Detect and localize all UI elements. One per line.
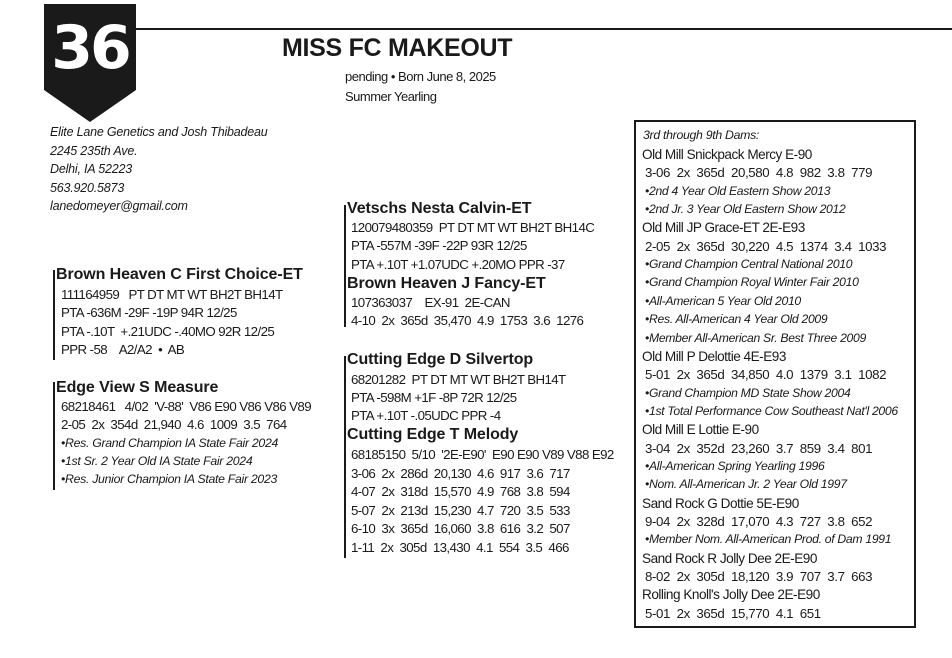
ancestor-dam-award: •Member Nom. All-American Prod. of Dam 1991 bbox=[645, 532, 892, 547]
ancestor-dam-record: 9-04 2x 328d 17,070 4.3 727 3.8 652 bbox=[645, 514, 873, 529]
dams-dam-line: 3-06 2x 286d 20,130 4.6 917 3.6 717 bbox=[351, 466, 570, 481]
header-rule bbox=[130, 28, 952, 30]
ancestor-dam-name: Rolling Knoll's Jolly Dee 2E-E90 bbox=[642, 587, 820, 603]
sire-line: PTA -636M -29F -19P 94R 12/25 bbox=[61, 305, 237, 320]
ancestor-dam-record: 3-06 2x 365d 20,580 4.8 982 3.8 779 bbox=[645, 165, 873, 181]
ancestor-dam-name: Old Mill E Lottie E-90 bbox=[642, 422, 759, 438]
dams-sire-line: PTA -598M +1F -8P 72R 12/25 bbox=[351, 390, 517, 405]
ancestor-dam-award: •Member All-American Sr. Best Three 2009 bbox=[645, 330, 866, 345]
ancestor-dam-record: 5-01 2x 365d 34,850 4.0 1379 3.1 1082 bbox=[645, 367, 887, 383]
sire-name: Brown Heaven C First Choice-ET bbox=[56, 266, 303, 283]
ancestor-dam-name: Sand Rock G Dottie 5E-E90 bbox=[642, 495, 799, 511]
pedigree-bracket bbox=[344, 356, 346, 558]
sires-sire-line: PTA +.10T +1.07UDC +.20MO PPR -37 bbox=[351, 257, 565, 272]
dams-dam-line: 5-07 2x 213d 15,230 4.7 720 3.5 533 bbox=[351, 503, 570, 518]
ancestor-dam-name: Sand Rock R Jolly Dee 2E-E90 bbox=[642, 550, 817, 566]
ancestor-dam-award: •1st Total Performance Cow Southeast Nat'l 2006 bbox=[645, 403, 898, 418]
dam-award: •1st Sr. 2 Year Old IA State Fair 2024 bbox=[61, 454, 253, 468]
ancestor-dam-award: •Grand Champion Central National 2010 bbox=[645, 257, 853, 272]
dams-dam-name: Cutting Edge T Melody bbox=[347, 426, 519, 443]
ancestor-dam-award: •All-American Spring Yearling 1996 bbox=[645, 458, 825, 473]
dams-dam-line: 6-10 3x 365d 16,060 3.8 616 3.2 507 bbox=[351, 521, 570, 536]
ancestor-dam-award: •Res. All-American 4 Year Old 2009 bbox=[645, 312, 828, 327]
sire-line: PTA -.10T +.21UDC -.40MO 92R 12/25 bbox=[61, 324, 275, 339]
pedigree-bracket bbox=[53, 270, 55, 360]
animal-name: MISS FC MAKEOUT bbox=[282, 34, 513, 62]
owner-phone: 563.920.5873 bbox=[50, 181, 125, 195]
animal-registration-birthdate: pending • Born June 8, 2025 bbox=[345, 69, 496, 84]
sires-sire-name: Vetschs Nesta Calvin-ET bbox=[347, 200, 532, 217]
animal-class: Summer Yearling bbox=[345, 89, 437, 104]
sires-dam-name: Brown Heaven J Fancy-ET bbox=[347, 275, 546, 292]
ancestor-dam-name: Old Mill Snickpack Mercy E-90 bbox=[642, 147, 812, 162]
ancestor-dam-award: •2nd Jr. 3 Year Old Eastern Show 2012 bbox=[645, 202, 846, 217]
owner-city: Delhi, IA 52223 bbox=[50, 162, 133, 176]
pedigree-bracket bbox=[53, 382, 55, 490]
ancestor-dam-award: •All-American 5 Year Old 2010 bbox=[645, 293, 801, 308]
sire-line: 111164959 PT DT MT WT BH2T BH14T bbox=[61, 287, 283, 302]
owner-street: 2245 235th Ave. bbox=[50, 144, 138, 158]
owner-name: Elite Lane Genetics and Josh Thibadeau bbox=[50, 125, 268, 139]
sires-sire-line: 120079480359 PT DT MT WT BH2T BH14C bbox=[351, 220, 595, 235]
ancestor-dam-record: 5-01 2x 365d 15,770 4.1 651 bbox=[645, 605, 821, 621]
ancestor-dam-award: •Grand Champion MD State Show 2004 bbox=[645, 385, 851, 400]
ancestor-dam-record: 3-04 2x 352d 23,260 3.7 859 3.4 801 bbox=[645, 440, 873, 456]
dam-award: •Res. Grand Champion IA State Fair 2024 bbox=[61, 436, 279, 450]
dams-dam-line: 1-11 2x 305d 13,430 4.1 554 3.5 466 bbox=[351, 540, 569, 555]
ancestor-dam-award: •2nd 4 Year Old Eastern Show 2013 bbox=[645, 183, 831, 198]
dams-sire-line: 68201282 PT DT MT WT BH2T BH14T bbox=[351, 372, 566, 387]
owner-email: lanedomeyer@gmail.com bbox=[50, 199, 188, 213]
dams-sire-name: Cutting Edge D Silvertop bbox=[347, 351, 534, 368]
sires-dam-line: 4-10 2x 365d 35,470 4.9 1753 3.6 1276 bbox=[351, 313, 584, 328]
dam-name: Edge View S Measure bbox=[56, 379, 219, 396]
dam-line: 2-05 2x 354d 21,940 4.6 1009 3.5 764 bbox=[61, 417, 287, 432]
sires-dam-line: 107363037 EX-91 2E-CAN bbox=[351, 295, 510, 310]
sire-line: PPR -58 A2/A2 • AB bbox=[61, 342, 185, 357]
lot-number: 36 bbox=[51, 13, 129, 83]
ancestor-dam-name: Old Mill JP Grace-ET 2E-E93 bbox=[642, 220, 805, 236]
dams-dam-line: 68185150 5/10 '2E-E90' E90 E90 V89 V88 E92 bbox=[351, 447, 614, 462]
ancestor-dam-award: •Nom. All-American Jr. 2 Year Old 1997 bbox=[645, 477, 847, 492]
extended-dams-title: 3rd through 9th Dams: bbox=[643, 128, 760, 142]
dams-sire-line: PTA +.10T -.05UDC PPR -4 bbox=[351, 408, 501, 423]
dam-line: 68218461 4/02 'V-88' V86 E90 V86 V86 V89 bbox=[61, 399, 312, 414]
dams-dam-line: 4-07 2x 318d 15,570 4.9 768 3.8 594 bbox=[351, 484, 570, 499]
ancestor-dam-record: 8-02 2x 305d 18,120 3.9 707 3.7 663 bbox=[645, 569, 873, 585]
sires-sire-line: PTA -557M -39F -22P 93R 12/25 bbox=[351, 238, 527, 253]
ancestor-dam-award: •Grand Champion Royal Winter Fair 2010 bbox=[645, 275, 859, 290]
pedigree-bracket bbox=[344, 205, 346, 327]
ancestor-dam-name: Old Mill P Delottie 4E-E93 bbox=[642, 348, 786, 364]
ancestor-dam-record: 2-05 2x 365d 30,220 4.5 1374 3.4 1033 bbox=[645, 238, 887, 254]
dam-award: •Res. Junior Champion IA State Fair 2023 bbox=[61, 472, 278, 486]
